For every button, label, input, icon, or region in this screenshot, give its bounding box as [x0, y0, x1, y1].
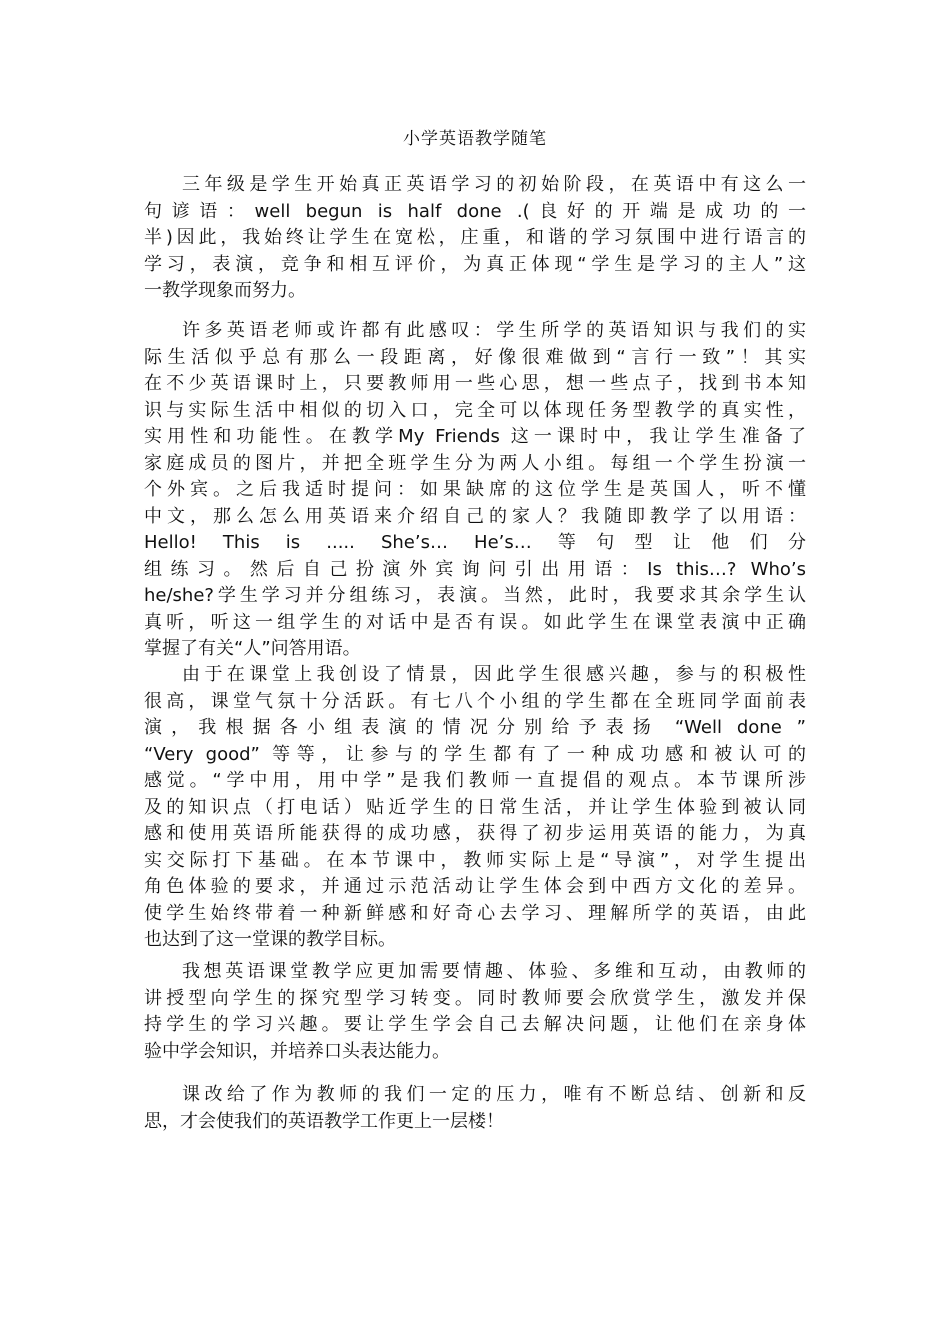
paragraph-line: 中文，那么怎么用英语来介绍自己的家人？我随即教学了以用语： — [144, 505, 806, 527]
document-title: 小学英语教学随笔 — [403, 129, 547, 149]
paragraph-line: 角色体验的要求，并通过示范活动让学生体会到中西方文化的差异。 — [144, 876, 806, 897]
paragraph-line: 演，我根据各小组表演的情况分别给予表扬 “Well done ” — [144, 717, 806, 738]
paragraph-3 — [144, 662, 806, 954]
paragraph-line: 际生活似乎总有那么一段距离，好像很难做到“言行一致”！其实 — [144, 346, 806, 368]
paragraph-line: he/she?学生学习并分组练习，表演。当然，此时，我要求其余学生认 — [144, 585, 806, 606]
paragraph-line: 使学生始终带着一种新鲜感和好奇心去学习、理解所学的英语，由此 — [144, 902, 806, 924]
paragraph-line: 很高，课堂气氛十分活跃。有七八个小组的学生都在全班同学面前表 — [144, 690, 806, 712]
paragraph-line: 讲授型向学生的探究型学习转变。同时教师要会欣赏学生，激发并保 — [144, 987, 806, 1009]
paragraph-line: 半)因此，我始终让学生在宽松，庄重，和谐的学习氛围中进行语言的 — [144, 227, 806, 248]
paragraph-1 — [144, 172, 806, 305]
paragraph-line: 句谚语：well begun is half done .(良好的开端是成功的一 — [144, 200, 806, 222]
paragraph-line: 家庭成员的图片，并把全班学生分为两人小组。每组一个学生扮演一 — [144, 452, 806, 474]
paragraph-line: 在不少英语课时上，只要教师用一些心思，想一些点子，找到书本知 — [144, 373, 806, 394]
paragraph-line: 及的知识点（打电话）贴近学生的日常生活，并让学生体验到被认同 — [144, 796, 806, 818]
paragraph-line: 感和使用英语所能获得的成功感，获得了初步运用英语的能力，为真 — [144, 823, 806, 844]
paragraph-line: 由于在课堂上我创设了情景，因此学生很感兴趣，参与的积极性 — [182, 664, 806, 685]
paragraph-line: Hello! This is ..... She’s… He’s… 等句型让他们分 — [144, 532, 806, 553]
paragraph-line: 识与实际生活中相似的切入口，完全可以体现任务型教学的真实性， — [144, 399, 806, 421]
paragraph-line: 真听，听这一组学生的对话中是否有误。如此学生在课堂表演中正确 — [144, 611, 806, 633]
paragraph-line: 感觉。“学中用，用中学”是我们教师一直提倡的观点。本节课所涉 — [144, 770, 806, 791]
paragraph-2 — [144, 318, 806, 663]
paragraph-line: 组练习。然后自己扮演外宾询问引出用语：Is this…? Who’s — [144, 558, 806, 580]
paragraph-line: 思，才会使我们的英语教学工作更上一层楼！ — [144, 1110, 504, 1132]
paragraph-line: 三年级是学生开始真正英语学习的初始阶段，在英语中有这么一 — [182, 174, 806, 195]
paragraph-line: 课改给了作为教师的我们一定的压力，唯有不断总结、创新和反 — [182, 1084, 806, 1105]
paragraph-5 — [144, 1082, 806, 1135]
paragraph-line: 一教学现象而努力。 — [144, 280, 306, 301]
paragraph-line: 实用性和功能性。在教学My Friends 这一课时中，我让学生准备了 — [144, 426, 806, 447]
paragraph-line: 掌握了有关“人”问答用语。 — [144, 638, 361, 659]
paragraph-line: 也达到了这一堂课的教学目标。 — [144, 929, 396, 950]
paragraph-line: 持学生的学习兴趣。要让学生学会自己去解决问题，让他们在亲身体 — [144, 1014, 806, 1035]
paragraph-line: 验中学会知识，并培养口头表达能力。 — [144, 1040, 450, 1062]
paragraph-line: 学习，表演，竞争和相互评价，为真正体现“学生是学习的主人”这 — [144, 253, 806, 275]
paragraph-line: 许多英语老师或许都有此感叹：学生所学的英语知识与我们的实 — [182, 320, 806, 341]
paragraph-line: 我想英语课堂教学应更加需要情趣、体验、多维和互动，由教师的 — [182, 961, 806, 982]
paragraph-4 — [144, 959, 806, 1065]
paragraph-line: 实交际打下基础。在本节课中，教师实际上是“导演”，对学生提出 — [144, 849, 806, 871]
paragraph-line: 个外宾。之后我适时提问：如果缺席的这位学生是英国人，听不懂 — [144, 479, 806, 500]
paragraph-line: “Very good” 等等，让参与的学生都有了一种成功感和被认可的 — [144, 743, 806, 765]
